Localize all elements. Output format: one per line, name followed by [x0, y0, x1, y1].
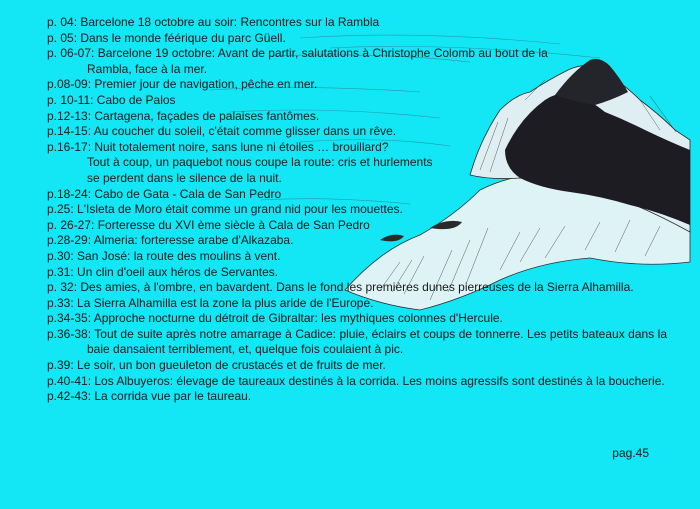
toc-entry-text: p.36-38: Tout de suite après notre amarrage à Cadice: pluie, éclairs et coups de tonnerre. Les petits bateaux dans la baie dansaient terriblement, et, quelque fois coulaient à pic. — [47, 326, 667, 357]
toc-entry — [47, 187, 667, 203]
toc-entry-text: p.33: La Sierra Alhamilla est la zone la plus aride de l'Europe. — [47, 295, 374, 310]
toc-entry-text: p.14-15: Au coucher du soleil, c'était comme glisser dans un rêve. — [47, 124, 397, 139]
toc-entry — [47, 124, 667, 140]
toc-entry-continuation — [47, 62, 667, 78]
toc-entry — [47, 93, 667, 109]
toc-entry-text: p.31: Un clin d'oeil aux héros de Servantes. — [47, 264, 279, 279]
toc-entry — [47, 218, 667, 234]
toc-entry-text: p. 04: Barcelone 18 octobre au soir: Rencontres sur la Rambla — [47, 15, 380, 29]
toc-entry-text: p.25: L'Isleta de Moro était comme un grand nid pour les mouettes. — [47, 202, 403, 217]
page-number: pag.45 — [612, 446, 649, 460]
toc-entry-text: p.16-17: Nuit totalement noire, sans lune ni étoiles … brouillard? — [47, 139, 389, 154]
toc-entry-text: p.40-41: Los Albuyeros: élevage de taureaux destinés à la corrida. Les moins agressifs sont destinés à la boucherie. — [47, 373, 665, 388]
toc-entry — [47, 280, 667, 296]
toc-entry-text: p. 05: Dans le monde féérique du parc Güell. — [47, 30, 286, 45]
toc-entry — [47, 358, 667, 374]
toc-entry — [47, 31, 667, 47]
toc-entry-text: p.39: Le soir, un bon gueuleton de crustacés et de fruits de mer. — [47, 358, 386, 373]
toc-entry-text: p. 26-27: Forteresse du XVI ème siècle à Cala de San Pedro — [47, 217, 370, 232]
toc-entry-text: p.12-13: Cartagena, façades de palaises fantômes. — [47, 108, 320, 123]
toc-entry-continuation — [47, 155, 667, 171]
toc-entry — [47, 296, 667, 312]
toc-entry — [47, 202, 667, 218]
toc-entry-text: p.08-09: Premier jour de navigation, pêche en mer. — [47, 77, 318, 92]
toc-entry — [47, 109, 667, 125]
table-of-contents — [47, 15, 667, 405]
toc-entry-text: p. 32: Des amies, à l'ombre, en bavardent. Dans le fond les premières dunes pierreuses de la Sierra Alhamilla. — [47, 280, 634, 295]
toc-entry — [47, 77, 667, 93]
toc-entry-text: Rambla, face à la mer. — [87, 61, 208, 76]
toc-entry — [47, 374, 667, 390]
toc-entry-text: p.34-35: Approche nocturne du détroit de Gibraltar: les mythiques colonnes d'Hercule. — [47, 311, 503, 326]
toc-entry — [47, 15, 667, 31]
toc-entry-continuation — [47, 171, 667, 187]
toc-entry — [47, 233, 667, 249]
toc-entry — [47, 311, 667, 327]
toc-entry-text: p. 06-07: Barcelone 19 octobre: Avant de partir, salutations à Christophe Colomb au bout de la — [47, 46, 548, 61]
toc-entry — [47, 327, 667, 358]
toc-entry — [47, 249, 667, 265]
toc-entry-text: p.18-24: Cabo de Gata - Cala de San Pedro — [47, 186, 282, 201]
toc-entry-text: se perdent dans le silence de la nuit. — [87, 170, 282, 185]
toc-entry-text: p. 10-11: Cabo de Palos — [47, 92, 176, 107]
toc-entry — [47, 265, 667, 281]
toc-entry-text: p.42-43: La corrida vue par le taureau. — [47, 389, 252, 404]
toc-entry-text: p.30: San José: la route des moulins à vent. — [47, 248, 281, 263]
toc-entry — [47, 46, 667, 62]
toc-entry-text: Tout à coup, un paquebot nous coupe la route: cris et hurlements — [87, 155, 433, 170]
toc-entry — [47, 389, 667, 405]
toc-entry — [47, 140, 667, 156]
toc-entry-text: p.28-29: Almeria: forteresse arabe d'Alkazaba. — [47, 233, 294, 248]
